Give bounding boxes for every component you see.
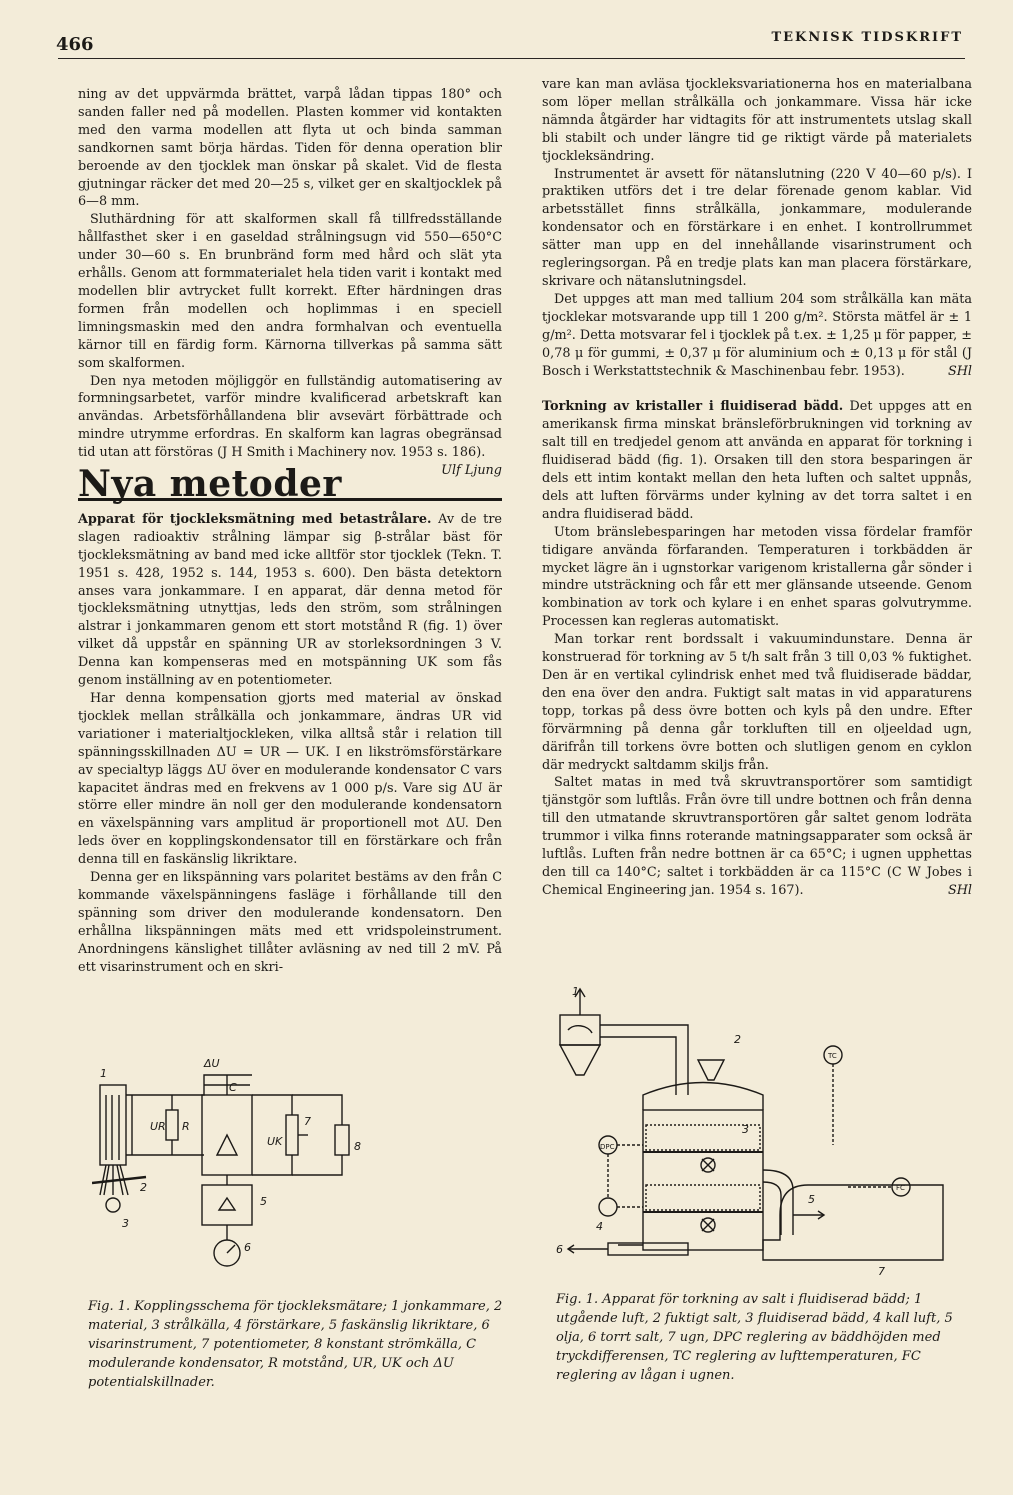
lower-bed xyxy=(646,1185,760,1210)
resistor-R xyxy=(166,1110,178,1140)
paragraph: Instrumentet är avsett för nätanslutning (220 V 40—60 p/s). I praktiken utförs det i tre delar förenade genom kablar. Vid arbetsstället finns strålkälla, jonkammare, modulerande kondensator och en förstärkare i en enhet. I kontrollrummet sätter man upp en del innehållande visarinstrument och regleringsorgan. På en tredje plats kan man placera förstärkare, skrivare och nätanslutningsdel. xyxy=(542,166,972,289)
header-rule xyxy=(58,58,965,59)
potentiometer xyxy=(286,1115,298,1155)
right-column xyxy=(542,76,972,900)
label-7: 7 xyxy=(878,1265,885,1275)
label-8: 8 xyxy=(354,1140,361,1153)
label-3: 3 xyxy=(122,1217,129,1230)
paragraph: Den nya metoden möjliggör en fullständig automatisering av formningsarbetet, varför mindre kvalificerad arbetskraft kan användas. Arbetsförhållandena blir avsevärt förbättrade och mindre utrymme erfordras. En skalform kan lagras obegränsad tid utan att förstöras (J H Smith i Machinery nov. 1953 s. 186). Ulf Ljung xyxy=(78,373,502,479)
author-signature: SHl xyxy=(947,882,972,898)
paragraph: Har denna kompensation gjorts med material av önskad tjocklek mellan strålkälla och jonkammare, ändras UR vid variationer i materialtjockleken, vilka alltså står i relation till spänningsskillnaden ΔU = UR — UK. I en likströmsförstärkare av specialtyp läggs ΔU över en modulerande kondensator C vars kapacitet ändras med en frekvens av 1 000 p/s. Vare sig ΔU är större eller mindre än noll ger den modulerande kondensatorn en växelspänning vars amplitud är proportionell mot ΔU. Den leds över en kopplingskondensator till en förstärkare och från denna till en faskänslig likriktare. xyxy=(78,691,502,868)
cyclone xyxy=(560,1015,600,1045)
label-5: 5 xyxy=(260,1195,267,1208)
journal-title: TEKNISK TIDSKRIFT xyxy=(771,30,963,45)
label-7: 7 xyxy=(304,1115,311,1128)
paragraph: vare kan man avläsa tjockleksvariationerna hos en materialbana som löper mellan strålkälla och jonkammare. Vissa här icke nämnda åtgärder har vidtagits för att instrumentets utslag skall bli stabilt och under längre tid ge riktigt värde på materialets tjockleksändring. xyxy=(542,77,972,164)
ion-chamber xyxy=(100,1085,126,1165)
label-1: 1 xyxy=(572,985,579,998)
figure-caption-right: Fig. 1. Apparat för torkning av salt i fluidiserad bädd; 1 utgående luft, 2 fuktigt salt, 3 fluidiserad bädd, 4 kall luft, 5 olja, 6 torrt salt, 7 ugn, DPC reglering av bäddhöjden med tryckdifferensen, TC reglering av lufttemperaturen, FC reglering av lågan i ugnen. xyxy=(556,1292,953,1383)
phase-rectifier xyxy=(202,1185,252,1225)
label-deltaU: ΔU xyxy=(204,1057,220,1070)
label-FC: FC xyxy=(896,1184,905,1192)
label-3: 3 xyxy=(742,1123,749,1136)
paragraph: Saltet matas in med två skruvtransportörer som samtidigt tjänstgör som luftlås. Från övre till undre bottnen och från denna till den utmatande skruvtransportören går saltet genom lodräta trummor i vilka finns roterande matningsapparater som också är luftlås. Luften från nedre bottnen är ca 65°C; i ugnen upphettas den till ca 140°C; saltet i torkbädden är ca 115°C (C W Jobes i Chemical Engineering jan. 1954 s. 167). SHl xyxy=(542,775,972,898)
label-6: 6 xyxy=(244,1241,251,1254)
label-2: 2 xyxy=(140,1181,147,1194)
dryer-diagram xyxy=(548,985,968,1275)
figure-caption-left: Fig. 1. Kopplingsschema för tjockleksmätare; 1 jonkammare, 2 material, 3 strålkälla, 4 förstärkare, 5 faskänslig likriktare, 6 visarinstrument, 7 potentiometer, 8 konstant strömkälla, C modulerande kondensator, R motstånd, UR, UK och ΔU potentialskillnader. xyxy=(88,1299,503,1390)
label-5: 5 xyxy=(808,1193,815,1206)
constant-current-source xyxy=(335,1125,349,1155)
label-DPC: DPC xyxy=(600,1143,615,1151)
label-UR: UR xyxy=(150,1120,166,1133)
section-title: Nya metoder xyxy=(78,463,342,506)
label-C: C xyxy=(229,1081,237,1094)
paragraph: Det uppges att man med tallium 204 som strålkälla kan mäta tjocklekar motsvarande upp till 1 200 g/m². Största mätfel är ± 1 g/m². Detta motsvarar fel i tjocklek på t.ex. ± 1,25 μ för papper, ± 0,78 μ för gummi, ± 0,37 μ för aluminium och ± 0,13 μ för stål (J Bosch i Werkstattstechnik & Maschinenbau febr. 1953). SHl xyxy=(542,291,972,379)
radiation-source xyxy=(106,1198,120,1212)
label-4: 4 xyxy=(596,1220,603,1233)
label-R: R xyxy=(182,1120,190,1133)
paragraph: Utom bränslebesparingen har metoden vissa fördelar framför tidigare använda förfaranden. Temperaturen i torkbädden är mycket lägre än i ugnstorkar varigenom kristallerna går sönder i mindre utsträckning och får ett mer glänsande utseende. Genom kombination av tork och kylare i en enhet sparas golvutrymme. Processen kan regleras automatiskt. xyxy=(542,524,972,630)
author-signature: SHl xyxy=(947,363,972,379)
label-TC: TC xyxy=(828,1052,837,1060)
paragraph: Denna ger en likspänning vars polaritet bestäms av den från C kommande växelspänningens fasläge i förhållande till den spänning som driver den modulerande kondensatorn. Den erhållna likspänningen mäts med ett vridspoleinstrument. Anordningens känslighet tillåter avläsning av ned till 2 mV. På ett visarinstrument och en skri- xyxy=(78,870,502,975)
salt-feed-hopper xyxy=(698,1060,724,1080)
paragraph: Sluthärdning för att skalformen skall få tillfredsställande hållfasthet sker i en gaseldad strålningsugn vid 550—650°C under 30—60 s. En brunbränd form med hård och slät yta erhålls. Genom att formmaterialet hela tiden varit i kontakt med modellen blir avtrycket fullt korrekt. Efter härdningen dras formen från modellen och hoplimmas i en speciell limningsmaskin med den andra formhalvan och eventuella kärnor till en färdig form. Kärnorna tillverkas på samma sätt som skalformen. xyxy=(78,212,502,371)
article-heading: Torkning av kristaller i fluidiserad bädd. xyxy=(542,399,844,415)
article-paragraph: Torkning av kristaller i fluidiserad bädd. Det uppges att en amerikansk firma minskat bränsleförbrukningen vid torkning av salt till en tredjedel genom att använda en apparat för torkning i fluidiserad bädd (fig. 1). Orsaken till den stora besparingen är dels ett intim kontakt mellan den heta luften och saltet uppnås, dels att luften förvärms under kylning av det torra saltet i en andra fluidiserad bädd. xyxy=(542,399,972,522)
dpc-controller-lower xyxy=(599,1198,617,1216)
label-6: 6 xyxy=(556,1243,563,1256)
furnace xyxy=(763,1185,943,1260)
paragraph: ning av det uppvärmda brättet, varpå lådan tippas 180° och sanden faller ned på modellen. Plasten kommer vid kontakten med den varma modellen att flyta ut och binda samman sandkornen samt börja härdas. Tiden för denna operation blir beroende av den tjocklek man önskar på skalet. Vid de flesta gjutningar räcker det med 20—25 s, vilket ger en skaltjocklek på 6—8 mm. xyxy=(78,87,502,210)
label-2: 2 xyxy=(734,1033,741,1046)
paragraph: Man torkar rent bordssalt i vakuumindunstare. Denna är konstruerad för torkning av 5 t/h salt från 3 till 0,03 % fuktighet. Den är en vertikal cylindrisk enhet med två fluidiserade bäddar, den ena över den andra. Fuktigt salt matas in vid apparaturens topp, torkas på dess övre botten och kyls på den undre. Efter förvärmning på denna går torkluften till en oljeeldad ugn, därifrån till torkens övre botten och slutligen genom en cyklon där medryckt saltdamm skiljs från. xyxy=(542,632,972,773)
article-heading: Apparat för tjockleksmätning med betastrålare. xyxy=(78,511,432,527)
page-number: 466 xyxy=(56,34,94,55)
article-paragraph: Apparat för tjockleksmätning med betastrålare. Av de tre slagen radioaktiv strålning lämpar sig β-strålar bäst för tjockleksmätning av band med icke alltför stor tjocklek (Tekn. T. 1951 s. 428, 1952 s. 144, 1953 s. 600). Den bästa detektorn anses vara jonkammare. I en apparat, där denna metod för tjockleksmätning utnyttjas, leds den ström, som strålningen alstrar i jonkammaren genom ett stort motstånd R (fig. 1) över vilket då uppstår en spänning UR av storleksordningen 3 V. Denna kan kompenseras med en motspänning UK som fås genom inställning av en potentiometer. xyxy=(78,511,503,689)
label-UK: UK xyxy=(267,1135,283,1148)
left-column xyxy=(78,86,502,977)
circuit-diagram xyxy=(92,1055,402,1280)
author-signature: Ulf Ljung xyxy=(441,463,502,479)
label-1: 1 xyxy=(100,1067,107,1080)
